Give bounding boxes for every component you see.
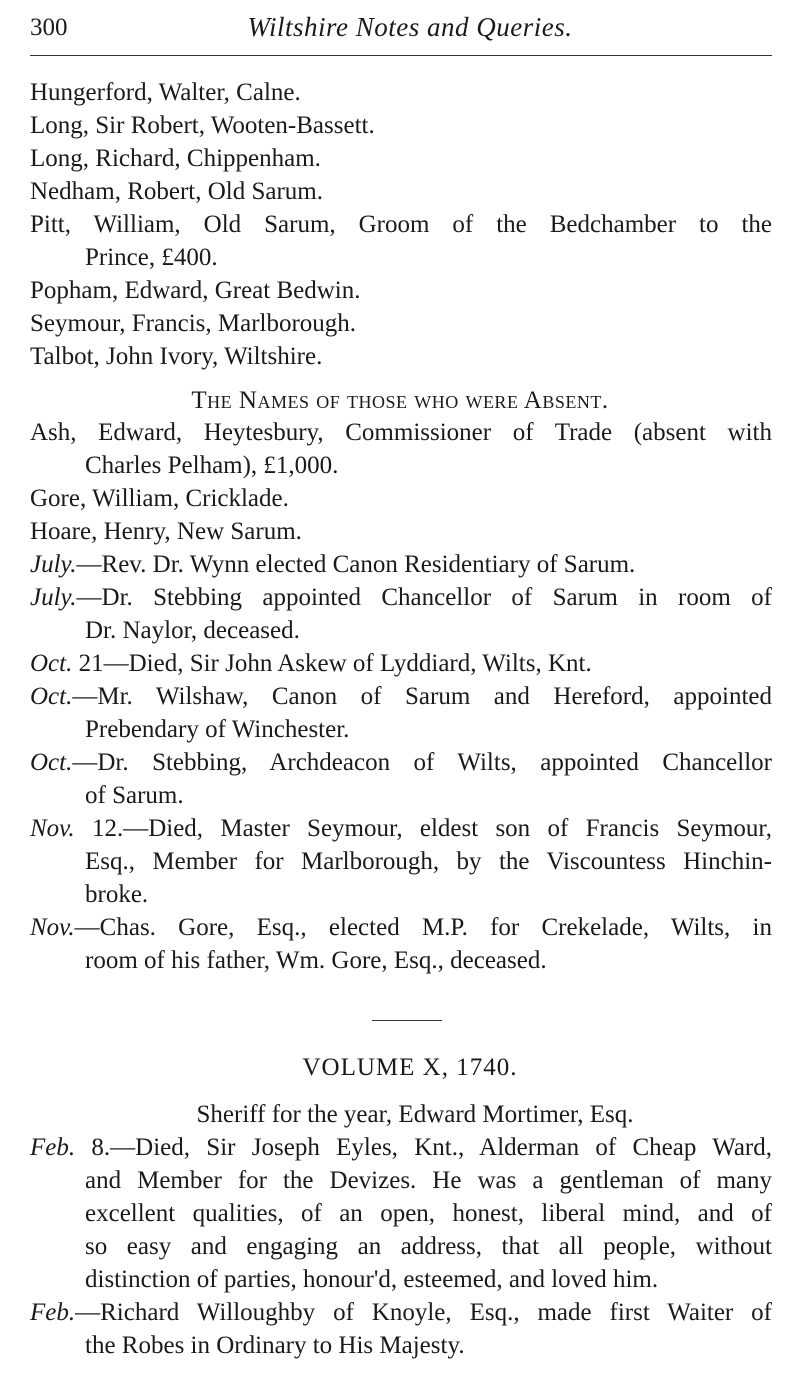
absent-members-list <box>30 416 772 977</box>
entry-text: and Member for the Devizes. He was a gentleman of many <box>85 1167 772 1194</box>
entry-text: Long, Sir Robert, Wooten-Bassett. <box>30 112 375 139</box>
entry-text: room of his father, Wm. Gore, Esq., deceased. <box>85 947 547 974</box>
entry-line <box>30 1329 772 1362</box>
entry-line <box>30 274 772 307</box>
entry-text: —Rev. Dr. Wynn elected Canon Residentiary of Sarum. <box>76 551 636 578</box>
running-title: Wiltshire Notes and Queries. <box>247 12 573 42</box>
entry-line <box>30 713 772 746</box>
entry-text: Dr. Naylor, deceased. <box>85 617 300 644</box>
entry-line <box>30 340 772 373</box>
entry-text: Popham, Edward, Great Bedwin. <box>30 277 361 304</box>
entry-date: July. <box>30 584 77 611</box>
entry <box>30 680 772 746</box>
absent-heading: The Names of those who were Absent. <box>191 387 609 414</box>
entry <box>30 175 772 208</box>
entry-text: 21—Died, Sir John Askew of Lyddiard, Wilts, Knt. <box>72 650 592 677</box>
volume-entries <box>30 1131 772 1362</box>
entry <box>30 581 772 647</box>
entry-line <box>30 416 772 449</box>
entry-line <box>30 746 772 779</box>
entry-line <box>30 614 772 647</box>
present-members-list <box>30 76 772 373</box>
entry <box>30 515 772 548</box>
entry-line <box>30 449 772 482</box>
entry-date: Feb. <box>30 1134 76 1161</box>
entry-text: —Dr. Stebbing, Archdeacon of Wilts, appointed Chancellor <box>72 749 772 776</box>
entry-text: broke. <box>85 881 149 908</box>
entry-text: Ash, Edward, Heytesbury, Commissioner of Trade (absent with <box>30 419 772 446</box>
entry-line <box>30 581 772 614</box>
entry <box>30 746 772 812</box>
entry <box>30 340 772 373</box>
entry-line <box>30 515 772 548</box>
entry-line <box>30 307 772 340</box>
entry-line <box>30 175 772 208</box>
entry <box>30 142 772 175</box>
entry-text: Hoare, Henry, New Sarum. <box>30 518 302 545</box>
entry-text: Prebendary of Winchester. <box>85 716 350 743</box>
entry-text: excellent qualities, of an open, honest, liberal mind, and of <box>85 1200 772 1227</box>
entry-line <box>30 1197 772 1230</box>
entry-line <box>30 878 772 911</box>
entry-date: Oct. <box>30 650 73 677</box>
entry <box>30 1296 772 1362</box>
entry-line <box>30 208 772 241</box>
entry-line <box>30 1230 772 1263</box>
entry-text: of Sarum. <box>85 782 184 809</box>
entry-text: Esq., Member for Marlborough, by the Viscountess Hinchin- <box>85 848 772 875</box>
entry <box>30 911 772 977</box>
entry <box>30 416 772 482</box>
entry-date: Nov. <box>30 815 75 842</box>
sheriff-line: Sheriff for the year, Edward Mortimer, Esq. <box>196 1101 634 1128</box>
entry-line <box>30 779 772 812</box>
entry-text: —Mr. Wilshaw, Canon of Sarum and Hereford, appointed <box>72 683 772 710</box>
entry-line <box>30 142 772 175</box>
entry-line <box>30 1263 772 1296</box>
entry-date: Nov. <box>30 914 75 941</box>
entry-line <box>30 1164 772 1197</box>
entry-text: distinction of parties, honour'd, esteemed, and loved him. <box>85 1266 659 1293</box>
entry <box>30 1131 772 1296</box>
entry-date: Oct. <box>30 749 73 776</box>
entry-text: Seymour, Francis, Marlborough. <box>30 310 357 337</box>
entry-line <box>30 109 772 142</box>
entry <box>30 548 772 581</box>
entry-text: —Dr. Stebbing appointed Chancellor of Sarum in room of <box>76 584 772 611</box>
entry-text: Gore, William, Cricklade. <box>30 485 289 512</box>
entry-text: Talbot, John Ivory, Wiltshire. <box>30 343 323 370</box>
volume-heading: VOLUME X, 1740. <box>302 1054 518 1081</box>
section-divider <box>372 1020 442 1021</box>
entry-text: so easy and engaging an address, that all people, without <box>85 1233 772 1260</box>
entry-text: 8.—Died, Sir Joseph Eyles, Knt., Alderman of Cheap Ward, <box>75 1134 772 1161</box>
entry <box>30 76 772 109</box>
entry-text: —Richard Willoughby of Knoyle, Esq., made first Waiter of <box>75 1299 772 1326</box>
entry-date: Feb. <box>30 1299 76 1326</box>
entry-line <box>30 1131 772 1164</box>
header-rule <box>30 55 772 56</box>
entry-line <box>30 1296 772 1329</box>
entry-text: Charles Pelham), £1,000. <box>85 452 339 479</box>
entry-line <box>30 548 772 581</box>
entry-line <box>30 680 772 713</box>
entry-text: Prince, £400. <box>85 244 218 271</box>
entry <box>30 812 772 911</box>
entry-text: the Robes in Ordinary to His Majesty. <box>85 1332 465 1359</box>
entry-line <box>30 241 772 274</box>
entry-line <box>30 647 772 680</box>
entry-text: Pitt, William, Old Sarum, Groom of the Bedchamber to the <box>30 211 772 238</box>
entry-text: Hungerford, Walter, Calne. <box>30 79 301 106</box>
entry-line <box>30 911 772 944</box>
entry-date: Oct. <box>30 683 73 710</box>
entry-line <box>30 812 772 845</box>
entry <box>30 647 772 680</box>
entry-text: —Chas. Gore, Esq., elected M.P. for Crekelade, Wilts, in <box>74 914 772 941</box>
entry-text: 12.—Died, Master Seymour, eldest son of Francis Seymour, <box>74 815 772 842</box>
entry-line <box>30 482 772 515</box>
entry <box>30 482 772 515</box>
entry-line <box>30 845 772 878</box>
entry <box>30 208 772 274</box>
entry <box>30 307 772 340</box>
entry-line <box>30 944 772 977</box>
entry-text: Nedham, Robert, Old Sarum. <box>30 178 324 205</box>
entry-date: July. <box>30 551 77 578</box>
entry <box>30 109 772 142</box>
entry-line <box>30 76 772 109</box>
page-number: 300 <box>30 14 68 41</box>
entry-text: Long, Richard, Chippenham. <box>30 145 321 172</box>
entry <box>30 274 772 307</box>
